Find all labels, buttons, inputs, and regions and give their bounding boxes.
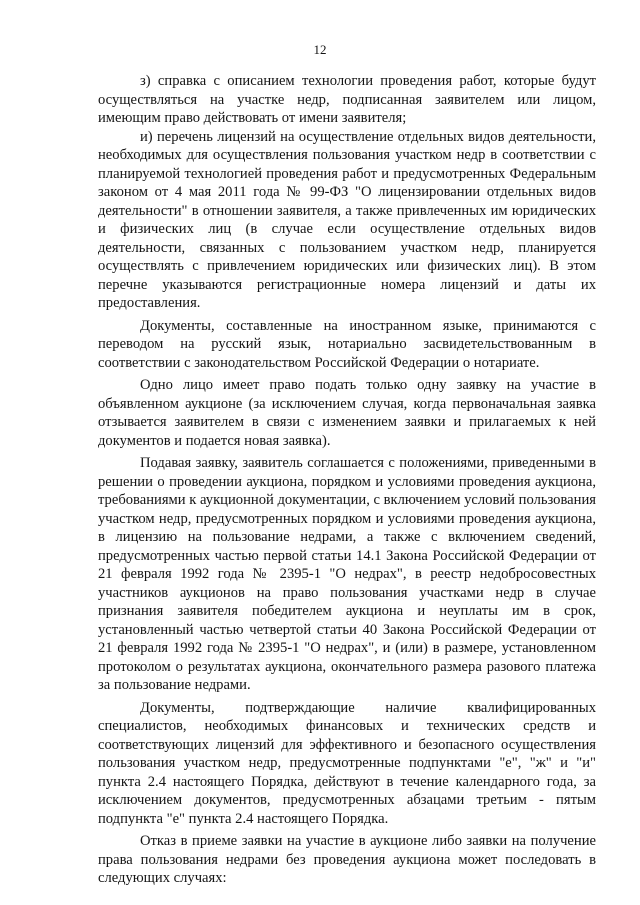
paragraph-foreign-documents: Документы, составленные на иностранном языке, принимаются с переводом на русский язык, нотариально засвидетельствованным в соответствии с законодательством Российской Федерации о нотариате. [98,317,596,371]
document-body [98,72,596,888]
paragraph-z-certificate: з) справка с описанием технологии проведения работ, которые будут осуществляться на участке недр, подписанная заявителем или лицом, имеющим право действовать от имени заявителя; [98,73,596,126]
paragraph-documents-validity: Документы, подтверждающие наличие квалифицированных специалистов, необходимых финансовых и технических средств и соответствующих лицензий для эффективного и безопасного осуществления пользования участком недр, предусмотренные подпунктами "е", "ж" и "и" пункта 2.4 настоящего Порядка, действуют в течение календарного года, за исключением документов, предусмотренных абзацами третьим - пятым подпункта "е" пункта 2.4 настоящего Порядка. [98,699,596,827]
paragraph-refusal-cases: Отказ в приеме заявки на участие в аукционе либо заявки на получение права пользования недрами без проведения аукциона может последовать в следующих случаях: [98,833,596,886]
paragraph-i-license-list: и) перечень лицензий на осуществление отдельных видов деятельности, необходимых для осуществления пользования участком недр в соответствии с планируемой технологией проведения работ и предусмотренных Федеральным законом от 4 мая 2011 года № 99-ФЗ "О лицензировании отдельных видов деятельности" в отношении заявителя, а также привлеченных им юридических и физических лиц (в случае если осуществление отдельных видов деятельности, связанных с пользованием участком недр, планируется осуществлять с привлечением юридических или физических лиц). В этом перечне указываются регистрационные номера лицензий и даты их предоставления. [98,128,596,311]
page-number: 12 [313,42,327,57]
paragraph-applicant-agreement: Подавая заявку, заявитель соглашается с положениями, приведенными в решении о проведении аукциона, порядком и условиями проведения аукциона, требованиями к аукционной документации, с включением условий пользования участком недр, предусмотренных порядком и условиями проведения аукциона, в лицензию на пользование недрами, а также с включением сведений, предусмотренных частью первой статьи 14.1 Закона Российской Федерации от 21 февраля 1992 года № 2395-1 "О недрах", в реестр недобросовестных участников аукционов на право пользования участками недр в случае признания заявителя победителем аукциона и неуплаты им в срок, установленный частью четвертой статьи 40 Закона Российской Федерации от 21 февраля 1992 года № 2395-1 "О недрах", и (или) в размере, установленном протоколом о результатах аукциона, окончательного размера разового платежа за пользование недрами. [98,455,596,693]
paragraph-single-application: Одно лицо имеет право подать только одну заявку на участие в объявленном аукционе (за исключением случая, когда первоначальная заявка отзывается заявителем в связи с изменением заявки и прилагаемых к ней документов и подается новая заявка). [98,377,596,449]
